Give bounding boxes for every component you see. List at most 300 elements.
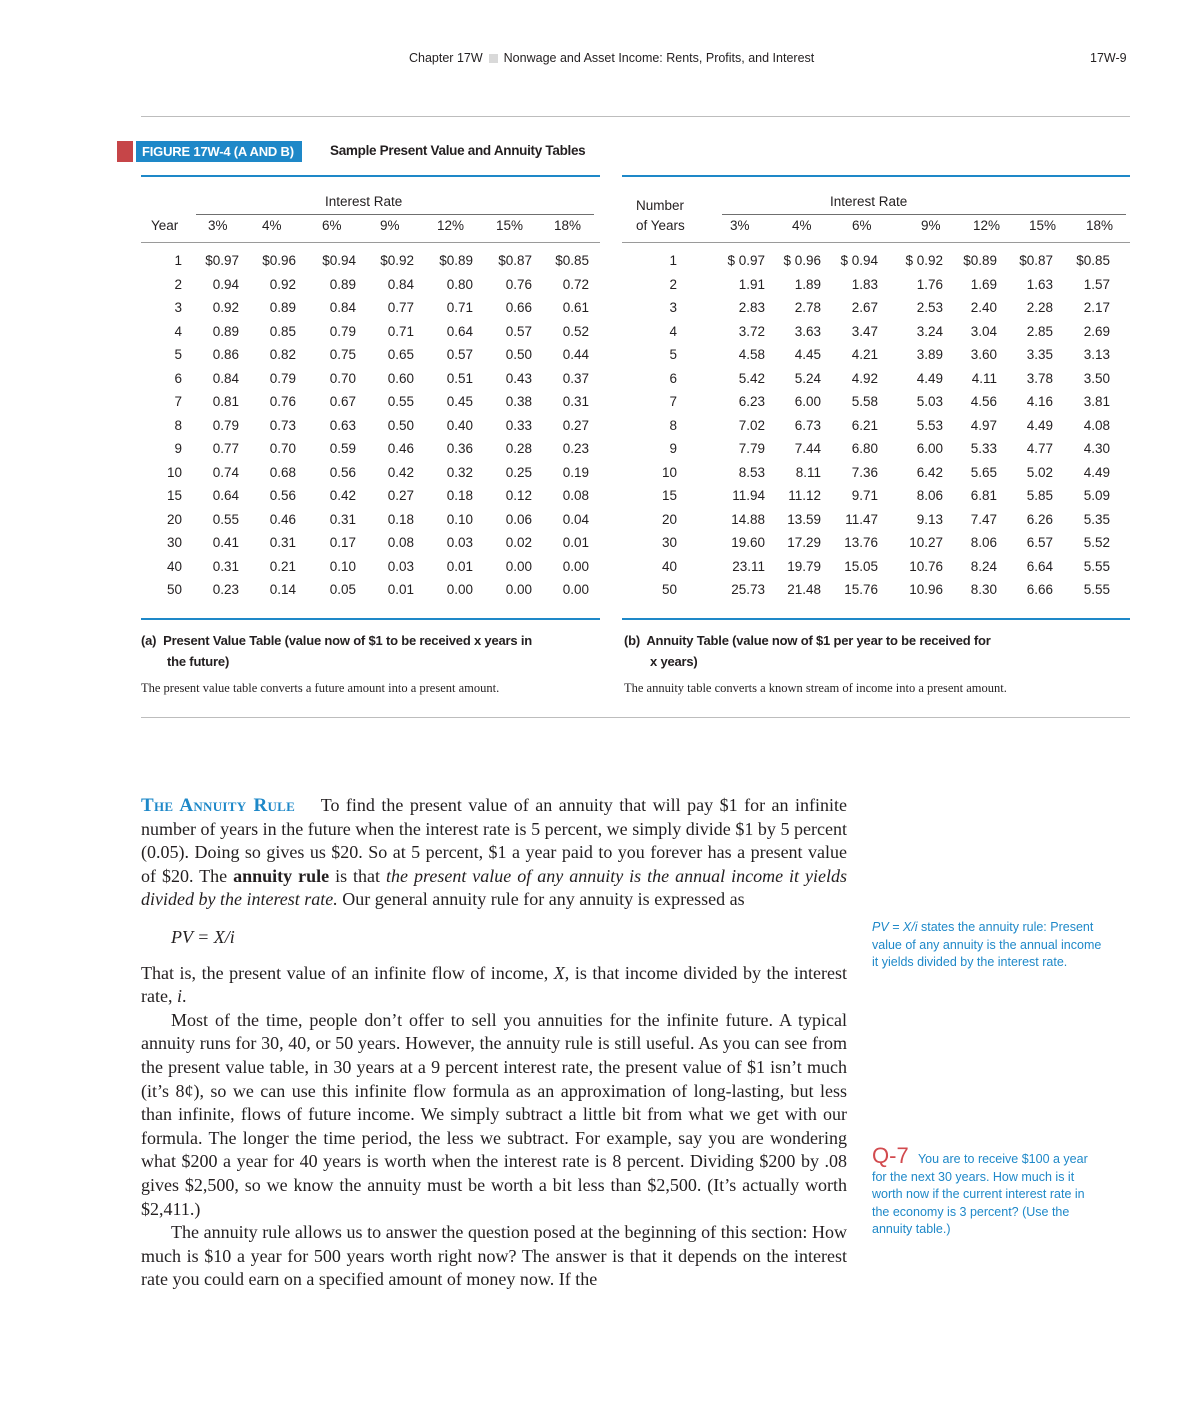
table-a-rate-header: 18% [554,218,582,233]
value-cell: 0.92 [212,300,239,316]
value-cell: 5.42 [738,370,765,386]
value-cell: 11.12 [788,488,821,504]
value-cell: 2.17 [1083,300,1110,316]
p1-text-a: To find the present value of an annuity that will pay $1 for an infinite number of years in the future when the interest rate is 5 percent, we simply divide $1 by 5 percent (0.05). Doing so gives us $20. So at 5 percent, $1 a year paid to you forever has a present value of $20. The [141,795,847,886]
value-cell: 3.72 [738,323,765,339]
table-row [622,531,1110,555]
year-cell: 4 [669,323,677,339]
value-cell: 6.26 [1026,511,1053,527]
table-a-caption-prefix: (a) [141,633,157,648]
value-cell: $0.89 [439,253,473,269]
year-cell: 5 [174,347,182,363]
value-cell: 6.81 [970,488,997,504]
table-row [622,555,1110,579]
paragraph-annuity-rule [141,794,847,912]
value-cell: 0.28 [505,441,532,457]
table-row [622,437,1110,461]
value-cell: 0.02 [505,535,532,551]
value-cell: 0.55 [387,394,414,410]
value-cell: 0.00 [562,558,589,574]
value-cell: 0.50 [505,347,532,363]
p1-italic-definition: the present value of any annuity is the annual income it yields divided by the interest rate. [141,865,848,910]
value-cell: 5.55 [1083,582,1110,598]
value-cell: 8.11 [795,464,821,480]
value-cell: $0.94 [322,253,356,269]
value-cell: 6.42 [916,464,943,480]
table-row [622,578,1110,602]
value-cell: 6.64 [1026,558,1053,574]
margin-note [872,919,1102,972]
value-cell: 1.57 [1083,276,1110,292]
value-cell: 0.32 [446,464,473,480]
year-cell: 4 [174,323,182,339]
value-cell: 5.35 [1083,511,1110,527]
year-cell: 15 [166,488,182,504]
value-cell: $ 0.96 [783,253,821,269]
table-row [622,273,1110,297]
value-cell: 4.49 [1026,417,1053,433]
value-cell: 2.83 [738,300,765,316]
table-row [622,461,1110,485]
value-cell: 0.42 [329,488,356,504]
value-cell: 8.06 [970,535,997,551]
value-cell: 0.73 [269,417,296,433]
table-row [141,249,589,273]
year-cell: 6 [669,370,677,386]
year-cell: 2 [174,276,182,292]
table-row [141,320,589,344]
value-cell: 4.49 [916,370,943,386]
value-cell: 3.24 [916,323,943,339]
table-a-header-rule [196,214,594,215]
table-row [141,508,589,532]
header-divider [141,116,1130,117]
value-cell: 0.64 [446,323,473,339]
figure-label: FIGURE 17W-4 (A AND B) [136,141,302,162]
value-cell: 4.21 [851,347,878,363]
value-cell: 14.88 [731,511,765,527]
value-cell: 0.36 [446,441,473,457]
table-row [622,296,1110,320]
value-cell: 7.79 [738,441,765,457]
p2-text-a: That is, the present value of an infinite flow of income, [141,962,549,983]
value-cell: 0.31 [212,558,239,574]
value-cell: 0.71 [446,300,473,316]
paragraph-explanation [141,962,847,1009]
value-cell: 0.45 [446,394,473,410]
value-cell: 0.89 [212,323,239,339]
table-a-group-header: Interest Rate [325,194,403,209]
paragraph-approximation: Most of the time, people don’t offer to sell you annuities for the infinite future. A typical annuity runs for 30, 40, or 50 years. However, the annuity rule is still useful. As you can see from the present value table, in 30 years at a 9 percent interest rate, the present value of $1 isn’t much (it’s 8¢), so we can use this infinite flow formula as an approximation of long-lasting, but less than infinite, flows of future income. We simply subtract a little bit from what we get with our formula. The longer the time period, the less we subtract. For example, say you are wondering what $200 a year for 40 years is worth when the interest rate is 8 percent. Dividing $200 by .08 gives $2,500, so we know the annuity must be worth a bit less than $2,500. (It’s actually worth $2,411.) [141,1009,847,1219]
value-cell: $0.89 [963,253,997,269]
table-b-bottom-bar [622,618,1130,620]
value-cell: 0.61 [562,300,589,316]
value-cell: 9.71 [851,488,878,504]
table-a-rate-header: 15% [496,218,524,233]
margin-formula: PV = X/i [872,920,918,934]
table-row [141,390,589,414]
value-cell: 0.77 [212,441,239,457]
body-text [141,794,847,1292]
value-cell: 0.31 [269,535,296,551]
value-cell: 10.76 [909,558,943,574]
value-cell: 0.00 [505,582,532,598]
value-cell: 0.00 [505,558,532,574]
value-cell: 0.86 [212,347,239,363]
value-cell: 3.04 [970,323,997,339]
value-cell: 0.31 [329,511,356,527]
value-cell: 0.76 [269,394,296,410]
value-cell: 5.85 [1026,488,1053,504]
value-cell: 13.76 [844,535,878,551]
year-cell: 8 [669,417,677,433]
margin-text: states the annuity rule: Present value of any annuity is the annual income it yields divided by the interest rate. [872,920,1102,969]
value-cell: 0.52 [562,323,589,339]
value-cell: 9.13 [916,511,943,527]
value-cell: 0.01 [387,582,414,598]
value-cell: 0.81 [212,394,239,410]
value-cell: 5.58 [851,394,878,410]
p2-text-b: , is that income divided by the interest rate, [141,962,847,1007]
value-cell: 5.55 [1083,558,1110,574]
year-cell: 30 [661,535,677,551]
value-cell: 15.05 [844,558,878,574]
table-row [622,508,1110,532]
value-cell: $ 0.97 [727,253,765,269]
value-cell: 4.97 [970,417,997,433]
value-cell: 0.18 [387,511,414,527]
table-row [141,343,589,367]
value-cell: 1.63 [1026,276,1053,292]
chapter-title: Nonwage and Asset Income: Rents, Profits, and Interest [503,51,815,65]
value-cell: 6.21 [851,417,878,433]
table-row [622,414,1110,438]
table-a-rate-header: 9% [380,218,400,233]
value-cell: 3.60 [970,347,997,363]
table-b-rate-header: 3% [730,218,750,233]
value-cell: $0.96 [262,253,296,269]
year-cell: 10 [166,464,182,480]
value-cell: 0.44 [562,347,589,363]
p2-var-x: X [553,962,565,983]
value-cell: 3.35 [1026,347,1053,363]
value-cell: 0.10 [446,511,473,527]
value-cell: 6.73 [794,417,821,433]
year-cell: 30 [166,535,182,551]
value-cell: 6.23 [738,394,765,410]
value-cell: 6.00 [916,441,943,457]
year-cell: 20 [661,511,677,527]
value-cell: 0.46 [387,441,414,457]
value-cell: 0.08 [387,535,414,551]
table-b-caption-prefix: (b) [624,633,640,648]
value-cell: 0.92 [269,276,296,292]
value-cell: 0.68 [269,464,296,480]
value-cell: $0.85 [555,253,589,269]
value-cell: $ 0.94 [840,253,878,269]
value-cell: 0.27 [387,488,414,504]
value-cell: 1.91 [738,276,765,292]
table-row [141,296,589,320]
value-cell: 10.96 [909,582,943,598]
year-cell: 20 [166,511,182,527]
p1-bold-term: annuity rule [233,865,330,886]
year-cell: 5 [669,347,677,363]
value-cell: 3.13 [1083,347,1110,363]
value-cell: 11.94 [732,488,765,504]
table-row [622,367,1110,391]
table-a-rate-header: 4% [262,218,282,233]
value-cell: 7.47 [970,511,997,527]
question-label: Q-7 [872,1143,909,1168]
value-cell: $0.87 [498,253,532,269]
value-cell: 5.02 [1026,464,1053,480]
value-cell: 0.38 [505,394,532,410]
table-b-rate-header: 6% [852,218,872,233]
value-cell: 5.65 [970,464,997,480]
chapter-label: Chapter 17W [409,51,483,65]
value-cell: 5.52 [1083,535,1110,551]
value-cell: 4.11 [971,370,997,386]
year-cell: 10 [661,464,677,480]
table-b-divider [622,242,1130,243]
value-cell: 2.40 [970,300,997,316]
value-cell: 2.53 [916,300,943,316]
value-cell: 5.33 [970,441,997,457]
question-q7 [872,1143,1097,1239]
value-cell: 8.53 [738,464,765,480]
value-cell: 0.18 [446,488,473,504]
table-row [622,390,1110,414]
value-cell: $0.87 [1019,253,1053,269]
value-cell: 4.16 [1026,394,1053,410]
value-cell: 0.77 [387,300,414,316]
value-cell: 0.70 [329,370,356,386]
value-cell: 3.81 [1083,394,1110,410]
table-b-subcaption: The annuity table converts a known stream of income into a present amount. [624,681,1007,695]
value-cell: 15.76 [844,582,878,598]
table-b-rate-header: 9% [921,218,941,233]
p2-var-i: i [176,986,182,1007]
year-cell: 7 [174,394,182,410]
year-cell: 9 [174,441,182,457]
value-cell: 0.89 [269,300,296,316]
table-a-caption [141,630,601,672]
value-cell: 0.00 [446,582,473,598]
separator-square-icon [489,54,498,63]
value-cell: 0.55 [212,511,239,527]
value-cell: 4.92 [851,370,878,386]
value-cell: 8.06 [916,488,943,504]
value-cell: 0.60 [387,370,414,386]
value-cell: 0.75 [329,347,356,363]
table-row [141,578,589,602]
section-heading: The Annuity Rule [141,795,296,816]
value-cell: 0.89 [329,276,356,292]
value-cell: 0.84 [329,300,356,316]
annuity-formula: PV = X/i [171,926,235,947]
year-cell: 7 [669,394,677,410]
value-cell: 17.29 [787,535,821,551]
value-cell: 0.65 [387,347,414,363]
value-cell: 0.40 [446,417,473,433]
value-cell: 21.48 [787,582,821,598]
value-cell: 7.02 [738,417,765,433]
value-cell: 0.72 [562,276,589,292]
value-cell: 4.30 [1083,441,1110,457]
figure-title: Sample Present Value and Annuity Tables [330,143,586,158]
p2-text-c: . [182,986,187,1007]
value-cell: 0.01 [446,558,473,574]
value-cell: 0.42 [387,464,414,480]
year-cell: 3 [174,300,182,316]
value-cell: 0.41 [212,535,239,551]
figure-marker [117,141,133,162]
value-cell: 0.84 [387,276,414,292]
value-cell: 0.27 [562,417,589,433]
table-a-caption-line2: the future) [167,654,230,669]
table-row [141,414,589,438]
value-cell: 0.08 [562,488,589,504]
table-row [622,320,1110,344]
value-cell: 0.23 [212,582,239,598]
table-b-rate-header: 4% [792,218,812,233]
table-b-group-header: Interest Rate [830,194,908,209]
value-cell: 7.44 [794,441,821,457]
value-cell: 1.83 [851,276,878,292]
value-cell: 0.50 [387,417,414,433]
value-cell: 0.57 [505,323,532,339]
value-cell: 0.01 [562,535,589,551]
value-cell: 19.79 [787,558,821,574]
value-cell: 0.25 [505,464,532,480]
running-header [409,51,814,65]
table-row [622,249,1110,273]
table-row [141,367,589,391]
value-cell: 0.63 [329,417,356,433]
table-a-subcaption: The present value table converts a future amount into a present amount. [141,681,500,695]
value-cell: 0.79 [269,370,296,386]
table-b-header-rule [722,214,1126,215]
value-cell: 2.78 [794,300,821,316]
value-cell: 0.79 [329,323,356,339]
value-cell: 5.03 [916,394,943,410]
value-cell: 4.08 [1083,417,1110,433]
value-cell: 0.03 [387,558,414,574]
question-text: You are to receive $100 a year for the next 30 years. How much is it worth now if the current interest rate in the economy is 3 percent? (Use the annuity table.) [872,1152,1088,1236]
value-cell: 0.94 [212,276,239,292]
table-row [622,484,1110,508]
value-cell: 6.00 [794,394,821,410]
table-a-bottom-bar [141,618,600,620]
value-cell: 0.17 [329,535,356,551]
table-a-present-value [141,249,589,602]
value-cell: 0.21 [269,558,296,574]
year-cell: 9 [669,441,677,457]
value-cell: 4.77 [1026,441,1053,457]
value-cell: 3.89 [916,347,943,363]
table-b-top-bar [622,175,1130,177]
value-cell: $0.85 [1076,253,1110,269]
value-cell: 25.73 [731,582,765,598]
value-cell: 0.76 [505,276,532,292]
value-cell: 0.33 [505,417,532,433]
year-cell: 1 [669,253,677,269]
year-cell: 3 [669,300,677,316]
value-cell: 0.37 [562,370,589,386]
value-cell: 6.66 [1026,582,1053,598]
value-cell: 0.79 [212,417,239,433]
value-cell: 5.53 [916,417,943,433]
paragraph-question: The annuity rule allows us to answer the question posed at the beginning of this section: How much is $10 a year for 500 years worth right now? The answer is that it depends on the interest rate you could earn on a specified amount of money now. If the [141,1222,847,1290]
value-cell: 0.64 [212,488,239,504]
table-b-rate-header: 18% [1086,218,1114,233]
value-cell: 0.67 [329,394,356,410]
value-cell: 0.23 [562,441,589,457]
value-cell: $ 0.92 [905,253,943,269]
year-cell: 2 [669,276,677,292]
value-cell: 0.04 [562,511,589,527]
value-cell: 23.11 [732,558,765,574]
value-cell: 0.19 [562,464,589,480]
value-cell: 0.84 [212,370,239,386]
value-cell: 0.10 [329,558,356,574]
table-row [141,461,589,485]
value-cell: 0.43 [505,370,532,386]
value-cell: 0.66 [505,300,532,316]
year-cell: 40 [661,558,677,574]
value-cell: 8.24 [970,558,997,574]
value-cell: 1.76 [916,276,943,292]
value-cell: 3.63 [794,323,821,339]
value-cell: 0.06 [505,511,532,527]
value-cell: 13.59 [787,511,821,527]
table-a-caption-line1: Present Value Table (value now of $1 to be received x years in [163,633,532,648]
p1-text-c: Our general annuity rule for any annuity is expressed as [342,889,745,910]
table-a-divider [141,242,600,243]
value-cell: 0.05 [329,582,356,598]
year-cell: 8 [174,417,182,433]
value-cell: 0.14 [269,582,296,598]
value-cell: 0.51 [446,370,473,386]
value-cell: 0.70 [269,441,296,457]
value-cell: 4.45 [794,347,821,363]
value-cell: 5.09 [1083,488,1110,504]
table-b-caption-line2: x years) [650,654,698,669]
year-cell: 1 [174,253,182,269]
value-cell: 6.57 [1026,535,1053,551]
year-cell: 50 [166,582,182,598]
value-cell: 0.56 [269,488,296,504]
table-row [141,531,589,555]
year-cell: 15 [661,488,677,504]
value-cell: 0.71 [387,323,414,339]
p1-text-b: is that [335,865,381,886]
value-cell: $0.97 [205,253,239,269]
value-cell: 4.49 [1083,464,1110,480]
value-cell: 0.03 [446,535,473,551]
table-a-top-bar [141,175,600,177]
value-cell: 0.59 [329,441,356,457]
value-cell: 5.24 [794,370,821,386]
year-cell: 40 [166,558,182,574]
value-cell: 10.27 [909,535,943,551]
table-row [141,484,589,508]
table-row [622,343,1110,367]
value-cell: 2.69 [1083,323,1110,339]
table-b-rate-header: 12% [973,218,1001,233]
table-b-years-header-2: of Years [636,218,685,233]
